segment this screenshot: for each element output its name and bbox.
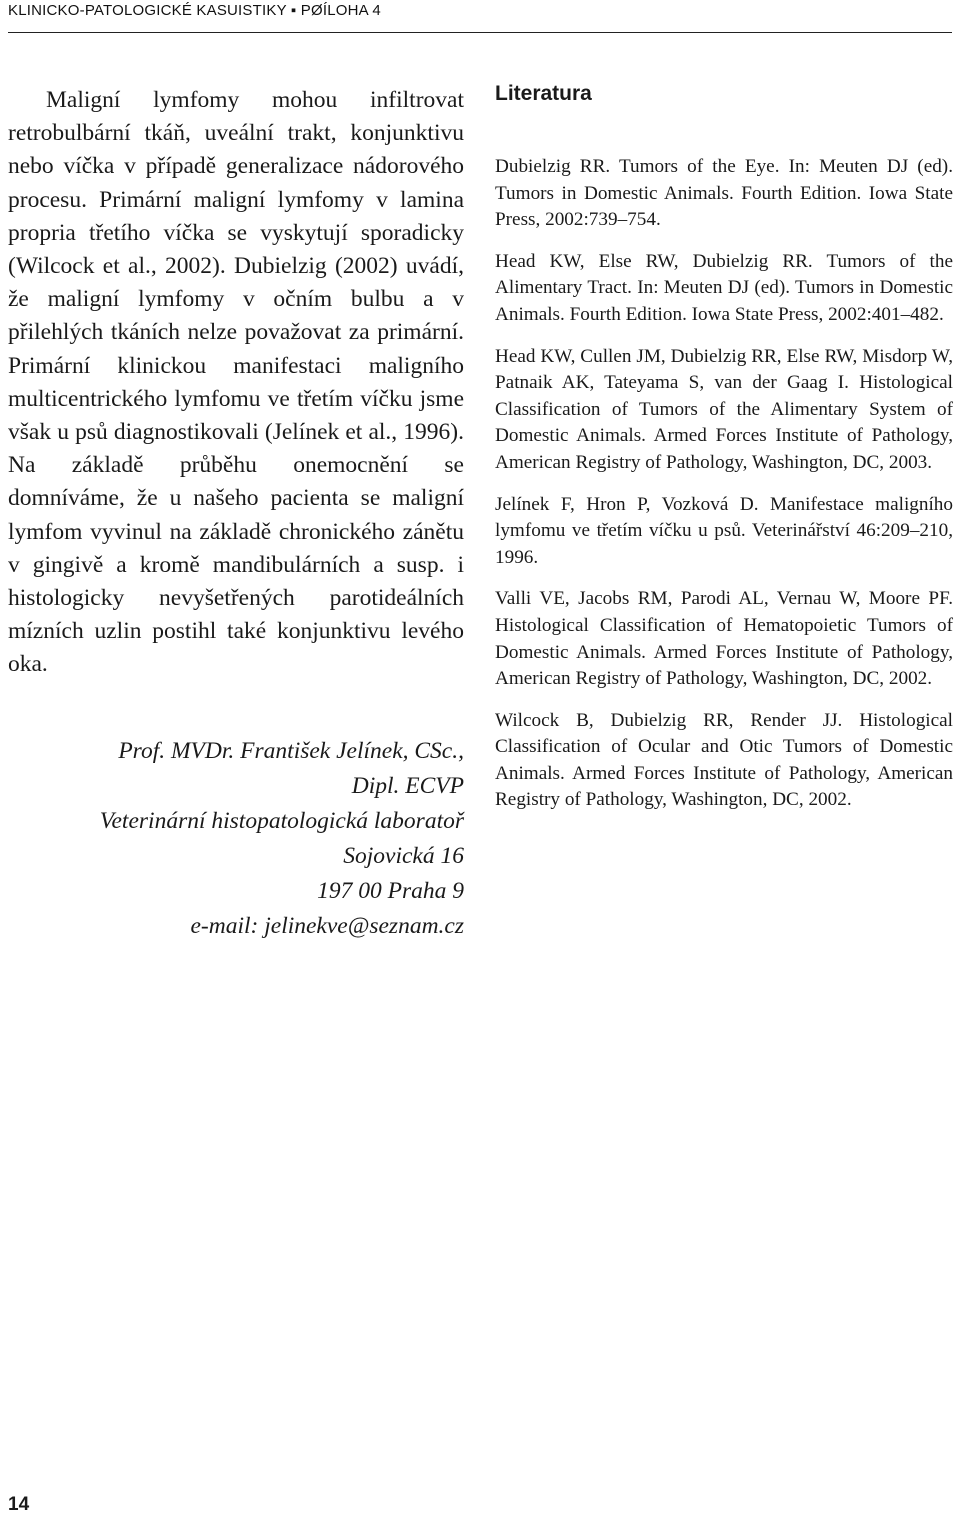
running-header: KLINICKO-PATOLOGICKÉ KASUISTIKY ▪ PØÍLOHA 4 — [8, 2, 381, 19]
author-city: 197 00 Praha 9 — [317, 877, 464, 904]
author-street: Sojovická 16 — [343, 842, 464, 869]
main-text-column — [8, 84, 464, 944]
reference-item: Head KW, Cullen JM, Dubielzig RR, Else RW, Misdorp W, Patnaik AK, Tateyama S, van der Gaag I. Histological Classification of Tumors of the Alimentary System of Domestic Animals. Armed Forces Institute of Pathology, American Registry of Pathology, Washington, DC, 2003. — [495, 345, 953, 473]
body-paragraph: Maligní lymfomy mohou infiltrovat retrobulbární tkáň, uveální trakt, konjunktivu nebo víčka v případě generalizace nádorového procesu. Primární maligní lymfomy v lamina propria třetího víčka se vyskytují sporadicky (Wilcock et al., 2002). Dubielzig (2002) uvádí, že maligní lymfomy v očním bulbu a v přilehlých tkáních nelze považovat za primární. Primární klinickou manifestaci maligního multicentrického lymfomu ve třetím víčku jsme však u psů diagnostikovali (Jelínek et al., 1996). Na základě průběhu onemocnění se domníváme, že u našeho pacienta se maligní lymfom vyvinul na základě chronického zánětu v gingivě a kromě mandibulárních a susp. i histologicky nevyšetřených parotideálních mízních uzlin postihl také konjunktivu levého oka. — [8, 87, 464, 678]
author-email: e-mail: jelinekve@seznam.cz — [190, 912, 464, 939]
author-affiliation: Veterinární histopatologická laboratoř — [99, 807, 464, 834]
page-number: 14 — [8, 1494, 30, 1515]
author-signature-block — [8, 734, 464, 944]
author-name: Prof. MVDr. František Jelínek, CSc., — [118, 737, 464, 764]
reference-item: Valli VE, Jacobs RM, Parodi AL, Vernau W, Moore PF. Histological Classification of Hematopoietic Tumors of Domestic Animals. Armed Forces Institute of Pathology, American Registry of Pathology, Washington, DC, 2002. — [495, 588, 953, 690]
references-heading: Literatura — [495, 82, 592, 105]
references-column — [495, 80, 953, 829]
reference-item: Jelínek F, Hron P, Vozková D. Manifestace maligního lymfomu ve třetím víčku u psů. Veterinářství 46:209–210, 1996. — [495, 493, 953, 568]
reference-item: Dubielzig RR. Tumors of the Eye. In: Meuten DJ (ed). Tumors in Domestic Animals. Fourth Edition. Iowa State Press, 2002:739–754. — [495, 156, 953, 231]
reference-item: Wilcock B, Dubielzig RR, Render JJ. Histological Classification of Ocular and Otic Tumors of Domestic Animals. Armed Forces Institute of Pathology, American Registry of Pathology, Washington, DC, 2002. — [495, 709, 953, 811]
header-divider — [8, 32, 952, 33]
reference-item: Head KW, Else RW, Dubielzig RR. Tumors of the Alimentary Tract. In: Meuten DJ (ed). Tumors in Domestic Animals. Fourth Edition. Iowa State Press, 2002:401–482. — [495, 250, 953, 325]
author-title: Dipl. ECVP — [351, 772, 464, 799]
reference-list — [495, 154, 953, 814]
